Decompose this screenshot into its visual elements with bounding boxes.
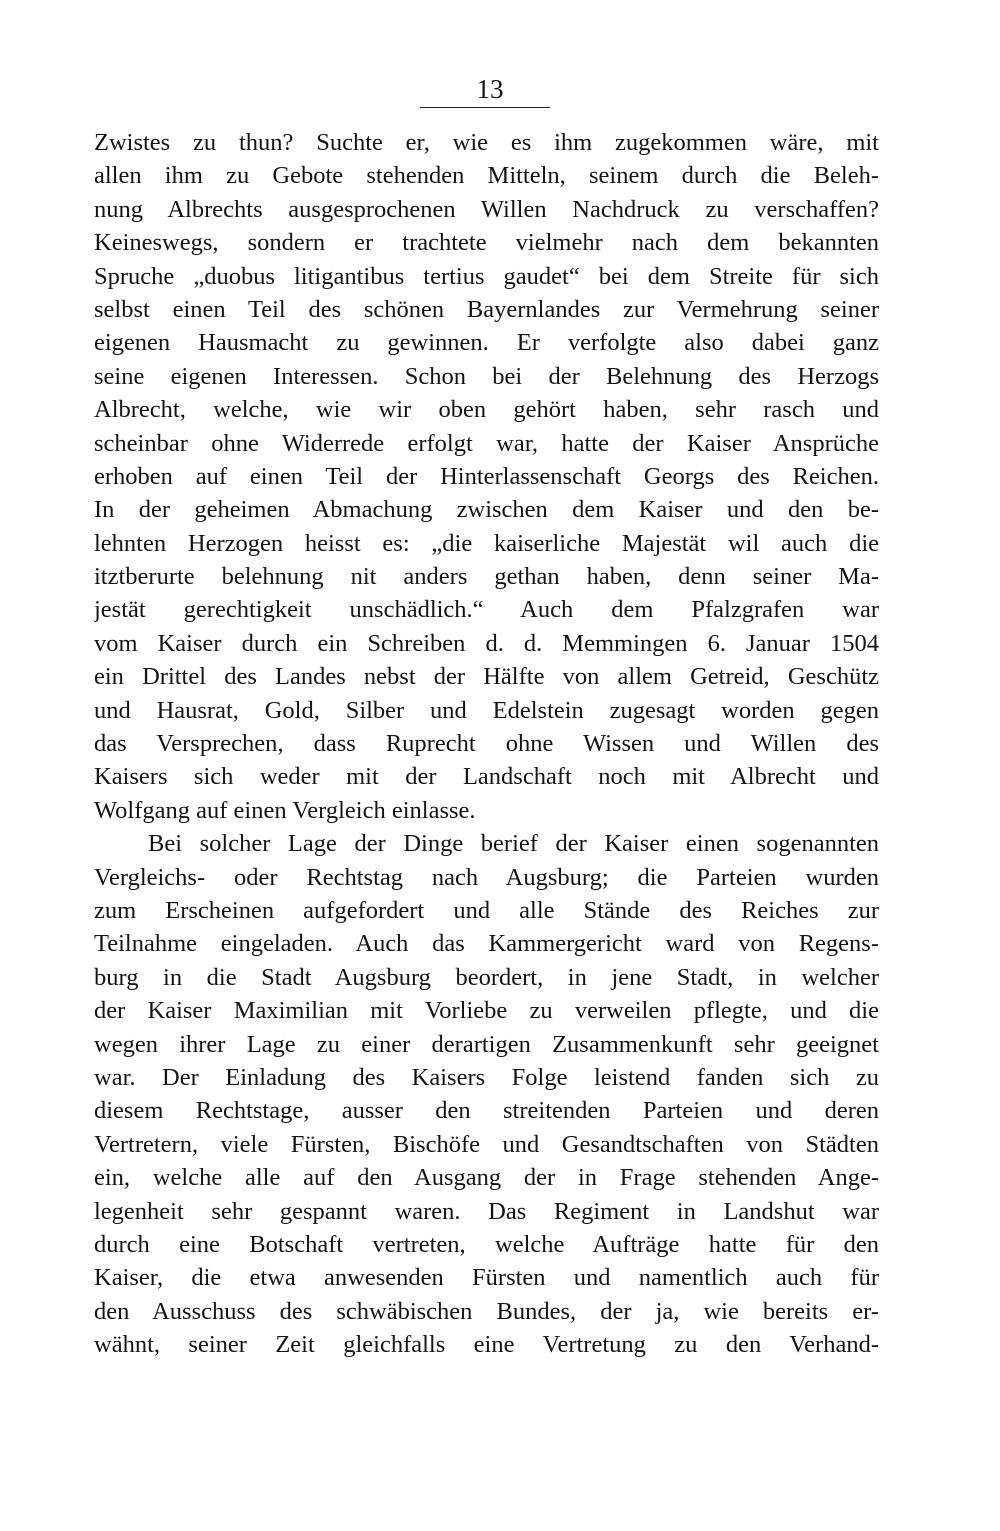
text-line: Albrecht, welche, wie wir oben gehört haben, sehr rasch und [94, 396, 879, 424]
text-line: das Versprechen, dass Ruprecht ohne Wissen und Willen des [94, 730, 879, 758]
body-text [94, 126, 879, 1361]
text-line: ein, welche alle auf den Ausgang der in Frage stehenden Ange- [94, 1164, 879, 1192]
text-line: den Ausschuss des schwäbischen Bundes, der ja, wie bereits er- [94, 1297, 879, 1325]
text-line: Kaisers sich weder mit der Landschaft noch mit Albrecht und [94, 763, 879, 791]
text-line: durch eine Botschaft vertreten, welche Aufträge hatte für den [94, 1230, 879, 1258]
text-line: zum Erscheinen aufgefordert und alle Stände des Reiches zur [94, 896, 879, 924]
text-line: Keineswegs, sondern er trachtete vielmehr nach dem bekannten [94, 229, 879, 257]
text-line: Wolfgang auf einen Vergleich einlasse. [94, 796, 476, 824]
text-line: scheinbar ohne Widerrede erfolgt war, hatte der Kaiser Ansprüche [94, 429, 879, 457]
text-line: und Hausrat, Gold, Silber und Edelstein zugesagt worden gegen [94, 696, 879, 724]
paragraph-2 [94, 827, 879, 1361]
text-line: vom Kaiser durch ein Schreiben d. d. Memmingen 6. Januar 1504 [94, 629, 879, 657]
text-line: erhoben auf einen Teil der Hinterlassenschaft Georgs des Reichen. [94, 462, 879, 490]
paragraph-1 [94, 126, 879, 827]
text-line: eigenen Hausmacht zu gewinnen. Er verfolgte also dabei ganz [94, 329, 879, 357]
text-line: jestät gerechtigkeit unschädlich.“ Auch dem Pfalzgrafen war [94, 596, 879, 624]
text-line: allen ihm zu Gebote stehenden Mitteln, seinem durch die Beleh- [94, 162, 879, 190]
text-line: nung Albrechts ausgesprochenen Willen Nachdruck zu verschaffen? [94, 195, 879, 223]
text-line: Vertretern, viele Fürsten, Bischöfe und Gesandtschaften von Städten [94, 1130, 879, 1158]
text-line: war. Der Einladung des Kaisers Folge leistend fanden sich zu [94, 1063, 879, 1091]
text-line: Teilnahme eingeladen. Auch das Kammergericht ward von Regens- [94, 930, 879, 958]
text-line: wähnt, seiner Zeit gleichfalls eine Vertretung zu den Verhand- [94, 1331, 879, 1359]
page-number: 13 [476, 74, 504, 104]
header-rule [420, 107, 550, 108]
text-line: legenheit sehr gespannt waren. Das Regiment in Landshut war [94, 1197, 879, 1225]
text-line: Vergleichs- oder Rechtstag nach Augsburg; die Parteien wurden [94, 863, 879, 891]
text-line: burg in die Stadt Augsburg beordert, in jene Stadt, in welcher [94, 963, 879, 991]
text-line: Kaiser, die etwa anwesenden Fürsten und namentlich auch für [94, 1264, 879, 1292]
text-line: lehnten Herzogen heisst es: „die kaiserliche Majestät wil auch die [94, 529, 879, 557]
text-line: wegen ihrer Lage zu einer derartigen Zusammenkunft sehr geeignet [94, 1030, 879, 1058]
text-line: diesem Rechtstage, ausser den streitenden Parteien und deren [94, 1097, 879, 1125]
text-line: seine eigenen Interessen. Schon bei der Belehnung des Herzogs [94, 362, 879, 390]
text-line: ein Drittel des Landes nebst der Hälfte von allem Getreid, Geschütz [94, 663, 879, 691]
text-line: itztberurte belehnung nit anders gethan haben, denn seiner Ma- [94, 563, 879, 591]
text-line: Zwistes zu thun? Suchte er, wie es ihm zugekommen wäre, mit [94, 129, 879, 156]
text-line: selbst einen Teil des schönen Bayernlandes zur Vermehrung seiner [94, 295, 879, 323]
text-line: Spruche „duobus litigantibus tertius gaudet“ bei dem Streite für sich [94, 262, 879, 290]
text-line: In der geheimen Abmachung zwischen dem Kaiser und den be- [94, 496, 879, 524]
text-line: der Kaiser Maximilian mit Vorliebe zu verweilen pflegte, und die [94, 997, 879, 1025]
text-line: Bei solcher Lage der Dinge berief der Kaiser einen sogenannten [148, 830, 879, 858]
